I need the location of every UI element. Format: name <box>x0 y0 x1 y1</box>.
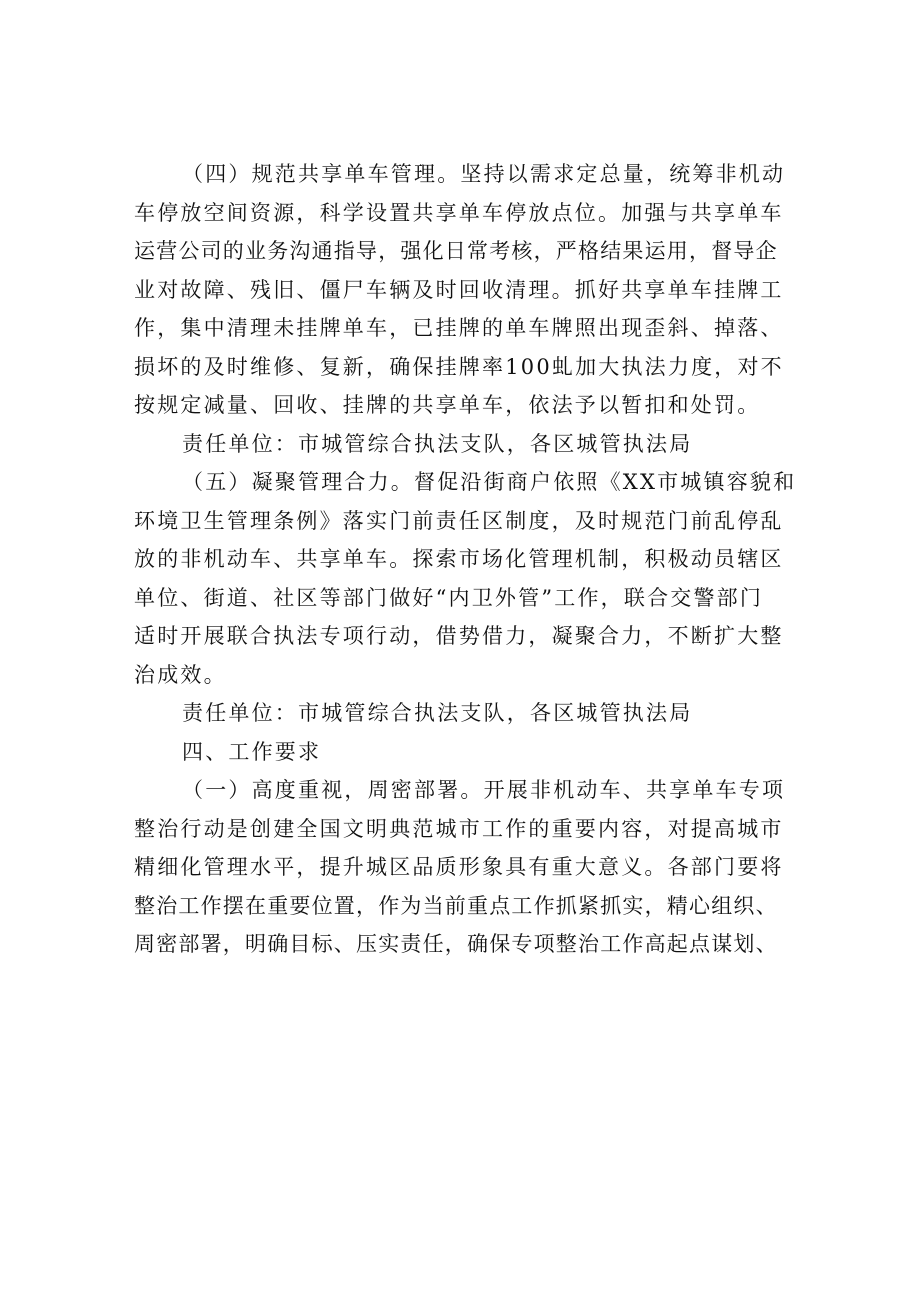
paragraph-4-line-5: 作，集中清理未挂牌单车，已挂牌的单车牌照出现歪斜、掉落、 <box>134 316 784 340</box>
paragraph-5-line-5: 适时开展联合执法专项行动，借势借力，凝聚合力，不断扩大整 <box>134 624 784 648</box>
paragraph-5-line-1: （五）凝聚管理合力。督促沿街商户依照《XX市城镇容貌和 <box>182 470 797 494</box>
requirement-1-line-3: 精细化管理水平，提升城区品质形象具有重大意义。各部门要将 <box>134 855 784 879</box>
responsibility-unit-2: 责任单位：市城管综合执法支队，各区城管执法局 <box>182 701 693 725</box>
paragraph-4-line-6: 损坏的及时维修、复新，确保挂牌率100虬加大执法力度，对不 <box>134 354 784 379</box>
paragraph-5-line-3: 放的非机动车、共享单车。探索市场化管理机制，积极动员辖区 <box>134 547 784 571</box>
requirement-1-line-4: 整治工作摆在重要位置，作为当前重点工作抓紧抓实，精心组织、 <box>134 893 778 918</box>
requirement-1-line-1: （一）高度重视，周密部署。开展非机动车、共享单车专项 <box>182 778 786 802</box>
paragraph-5-line-2: 环境卫生管理条例》落实门前责任区制度，及时规范门前乱停乱 <box>134 508 784 533</box>
responsibility-unit-1: 责任单位：市城管综合执法支队，各区城管执法局 <box>182 431 693 456</box>
paragraph-4-line-7: 按规定减量、回收、挂牌的共享单车，依法予以暂扣和处罚。 <box>134 393 761 417</box>
section-heading-work-requirements: 四、工作要求 <box>182 739 322 764</box>
requirement-1-line-2: 整治行动是创建全国文明典范城市工作的重要内容，对提高城市 <box>134 816 784 841</box>
paragraph-4-line-3: 运营公司的业务沟通指导，强化日常考核，严格结果运用，督导企 <box>134 239 778 263</box>
requirement-1-line-5: 周密部署，明确目标、压实责任，确保专项整治工作高起点谋划、 <box>134 932 778 956</box>
paragraph-4-line-2: 车停放空间资源，科学设置共享单车停放点位。加强与共享单车 <box>134 200 784 225</box>
paragraph-4-line-4: 业对故障、残旧、僵尸车辆及时回收清理。抓好共享单车挂牌工 <box>134 277 784 302</box>
paragraph-5-line-4: 单位、街道、社区等部门做好“内卫外管”工作，联合交警部门 <box>134 585 764 610</box>
paragraph-4-line-1: （四）规范共享单车管理。坚持以需求定总量，统筹非机动 <box>182 162 786 186</box>
document-body <box>134 155 798 964</box>
paragraph-5-line-6: 治成效。 <box>134 662 227 687</box>
